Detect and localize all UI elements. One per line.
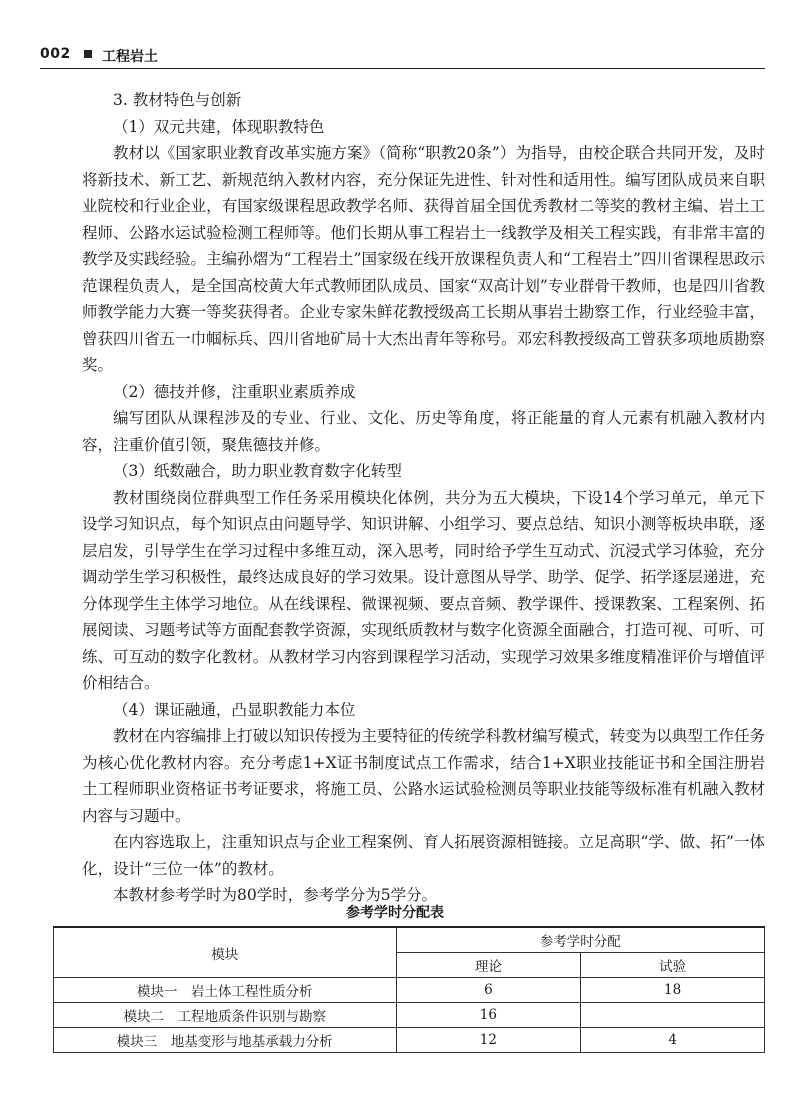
cell-theory: 16 — [396, 1003, 581, 1028]
paragraph: 教材以《国家职业教育改革实施方案》（简称“职教20条”）为指导，由校企联合共同开发，及时将新技术、新工艺、新规范纳入教材内容，充分保证先进性、针对性和适用性。编写团队成员来自职业院校和行业企业，有国家级课程思政教学名师、获得首届全国优秀教材二等奖的教材主编、岩土工程师、公路水运试验检测工程师等。他们长期从事工程岩土一线教学及相关工程实践，有非常丰富的教学及实践经验。主编孙熠为“工程岩土”国家级在线开放课程负责人和“工程岩土”四川省课程思政示范课程负责人，是全国高校黄大年式教师团队成员、国家“双高计划”专业群骨干教师，也是四川省教师教学能力大赛一等奖获得者。企业专家朱鲜花教授级高工长期从事岩土勘察工作，行业经验丰富，曾获四川省五一巾帼标兵、四川省地矿局十大杰出青年等称号。邓宏科教授级高工曾获多项地质勘察奖。 — [82, 144, 765, 374]
paragraph: 本教材参考学时为80学时，参考学分为5学分。 — [113, 886, 438, 904]
subsection-heading: （2）德技并修，注重职业素质养成 — [113, 382, 356, 401]
square-bullet-icon — [84, 50, 92, 58]
cell-module: 模块三 地基变形与地基承载力分析 — [54, 1028, 397, 1053]
cell-theory: 6 — [396, 978, 581, 1003]
body-text — [82, 87, 765, 909]
cell-lab — [581, 1003, 765, 1028]
paragraph: 在内容选取上，注重知识点与企业工程案例、育人拓展资源相链接。立足高职“学、做、拓”一体化，设计“三位一体”的教材。 — [82, 833, 765, 878]
paragraph: 教材在内容编排上打破以知识传授为主要特征的传统学科教材编写模式，转变为以典型工作任务为核心优化教材内容。充分考虑1+X证书制度试点工作需求，结合1+X职业技能证书和全国注册岩土工程师职业资格证书考证要求，将施工员、公路水运试验检测员等职业技能等级标准有机融入教材内容与习题中。 — [82, 727, 765, 825]
subsection-heading: （1）双元共建，体现职教特色 — [113, 117, 325, 136]
page-header — [40, 42, 765, 69]
cell-theory: 12 — [396, 1028, 581, 1053]
cell-module: 模块一 岩土体工程性质分析 — [54, 978, 397, 1003]
header-lab: 试验 — [581, 953, 765, 978]
header-hours-group: 参考学时分配 — [396, 927, 765, 953]
section-title: 3. 教材特色与创新 — [113, 91, 242, 109]
header-module: 模块 — [54, 927, 397, 978]
page-number: 002 — [40, 46, 71, 62]
table-caption: 参考学时分配表 — [346, 905, 444, 921]
cell-lab: 18 — [581, 978, 765, 1003]
cell-module: 模块二 工程地质条件识别与勘察 — [54, 1003, 397, 1028]
header-theory: 理论 — [396, 953, 581, 978]
table-row — [54, 978, 765, 1003]
hours-allocation-table — [53, 926, 765, 1053]
book-title: 工程岩土 — [102, 49, 158, 65]
cell-lab: 4 — [581, 1028, 765, 1053]
subsection-heading: （3）纸数融合，助力职业教育数字化转型 — [113, 462, 402, 480]
paragraph: 教材围绕岗位群典型工作任务采用模块化体例，共分为五大模块，下设14个学习单元，单元下设学习知识点，每个知识点由问题导学、知识讲解、小组学习、要点总结、知识小测等板块串联，逐层启发，引导学生在学习过程中多维互动，深入思考，同时给予学生互动式、沉浸式学习体验，充分调动学生学习积极性，最终达成良好的学习效果。设计意图从导学、助学、促学、拓学逐层递进，充分体现学生主体学习地位。从在线课程、微课视频、要点音频、教学课件、授课教案、工程案例、拓展阅读、习题考试等方面配套教学资源，实现纸质教材与数字化资源全面融合，打造可视、可听、可练、可互动的数字化教材。从教材学习内容到课程学习活动，实现学习效果多维度精准评价与增值评价相结合。 — [82, 488, 765, 692]
subsection-heading: （4）课证融通，凸显职教能力本位 — [113, 700, 356, 719]
table-row — [54, 1028, 765, 1053]
paragraph: 编写团队从课程涉及的专业、行业、文化、历史等角度，将正能量的育人元素有机融入教材内容，注重价值引领，聚焦德技并修。 — [82, 409, 765, 454]
table-row — [54, 1003, 765, 1028]
